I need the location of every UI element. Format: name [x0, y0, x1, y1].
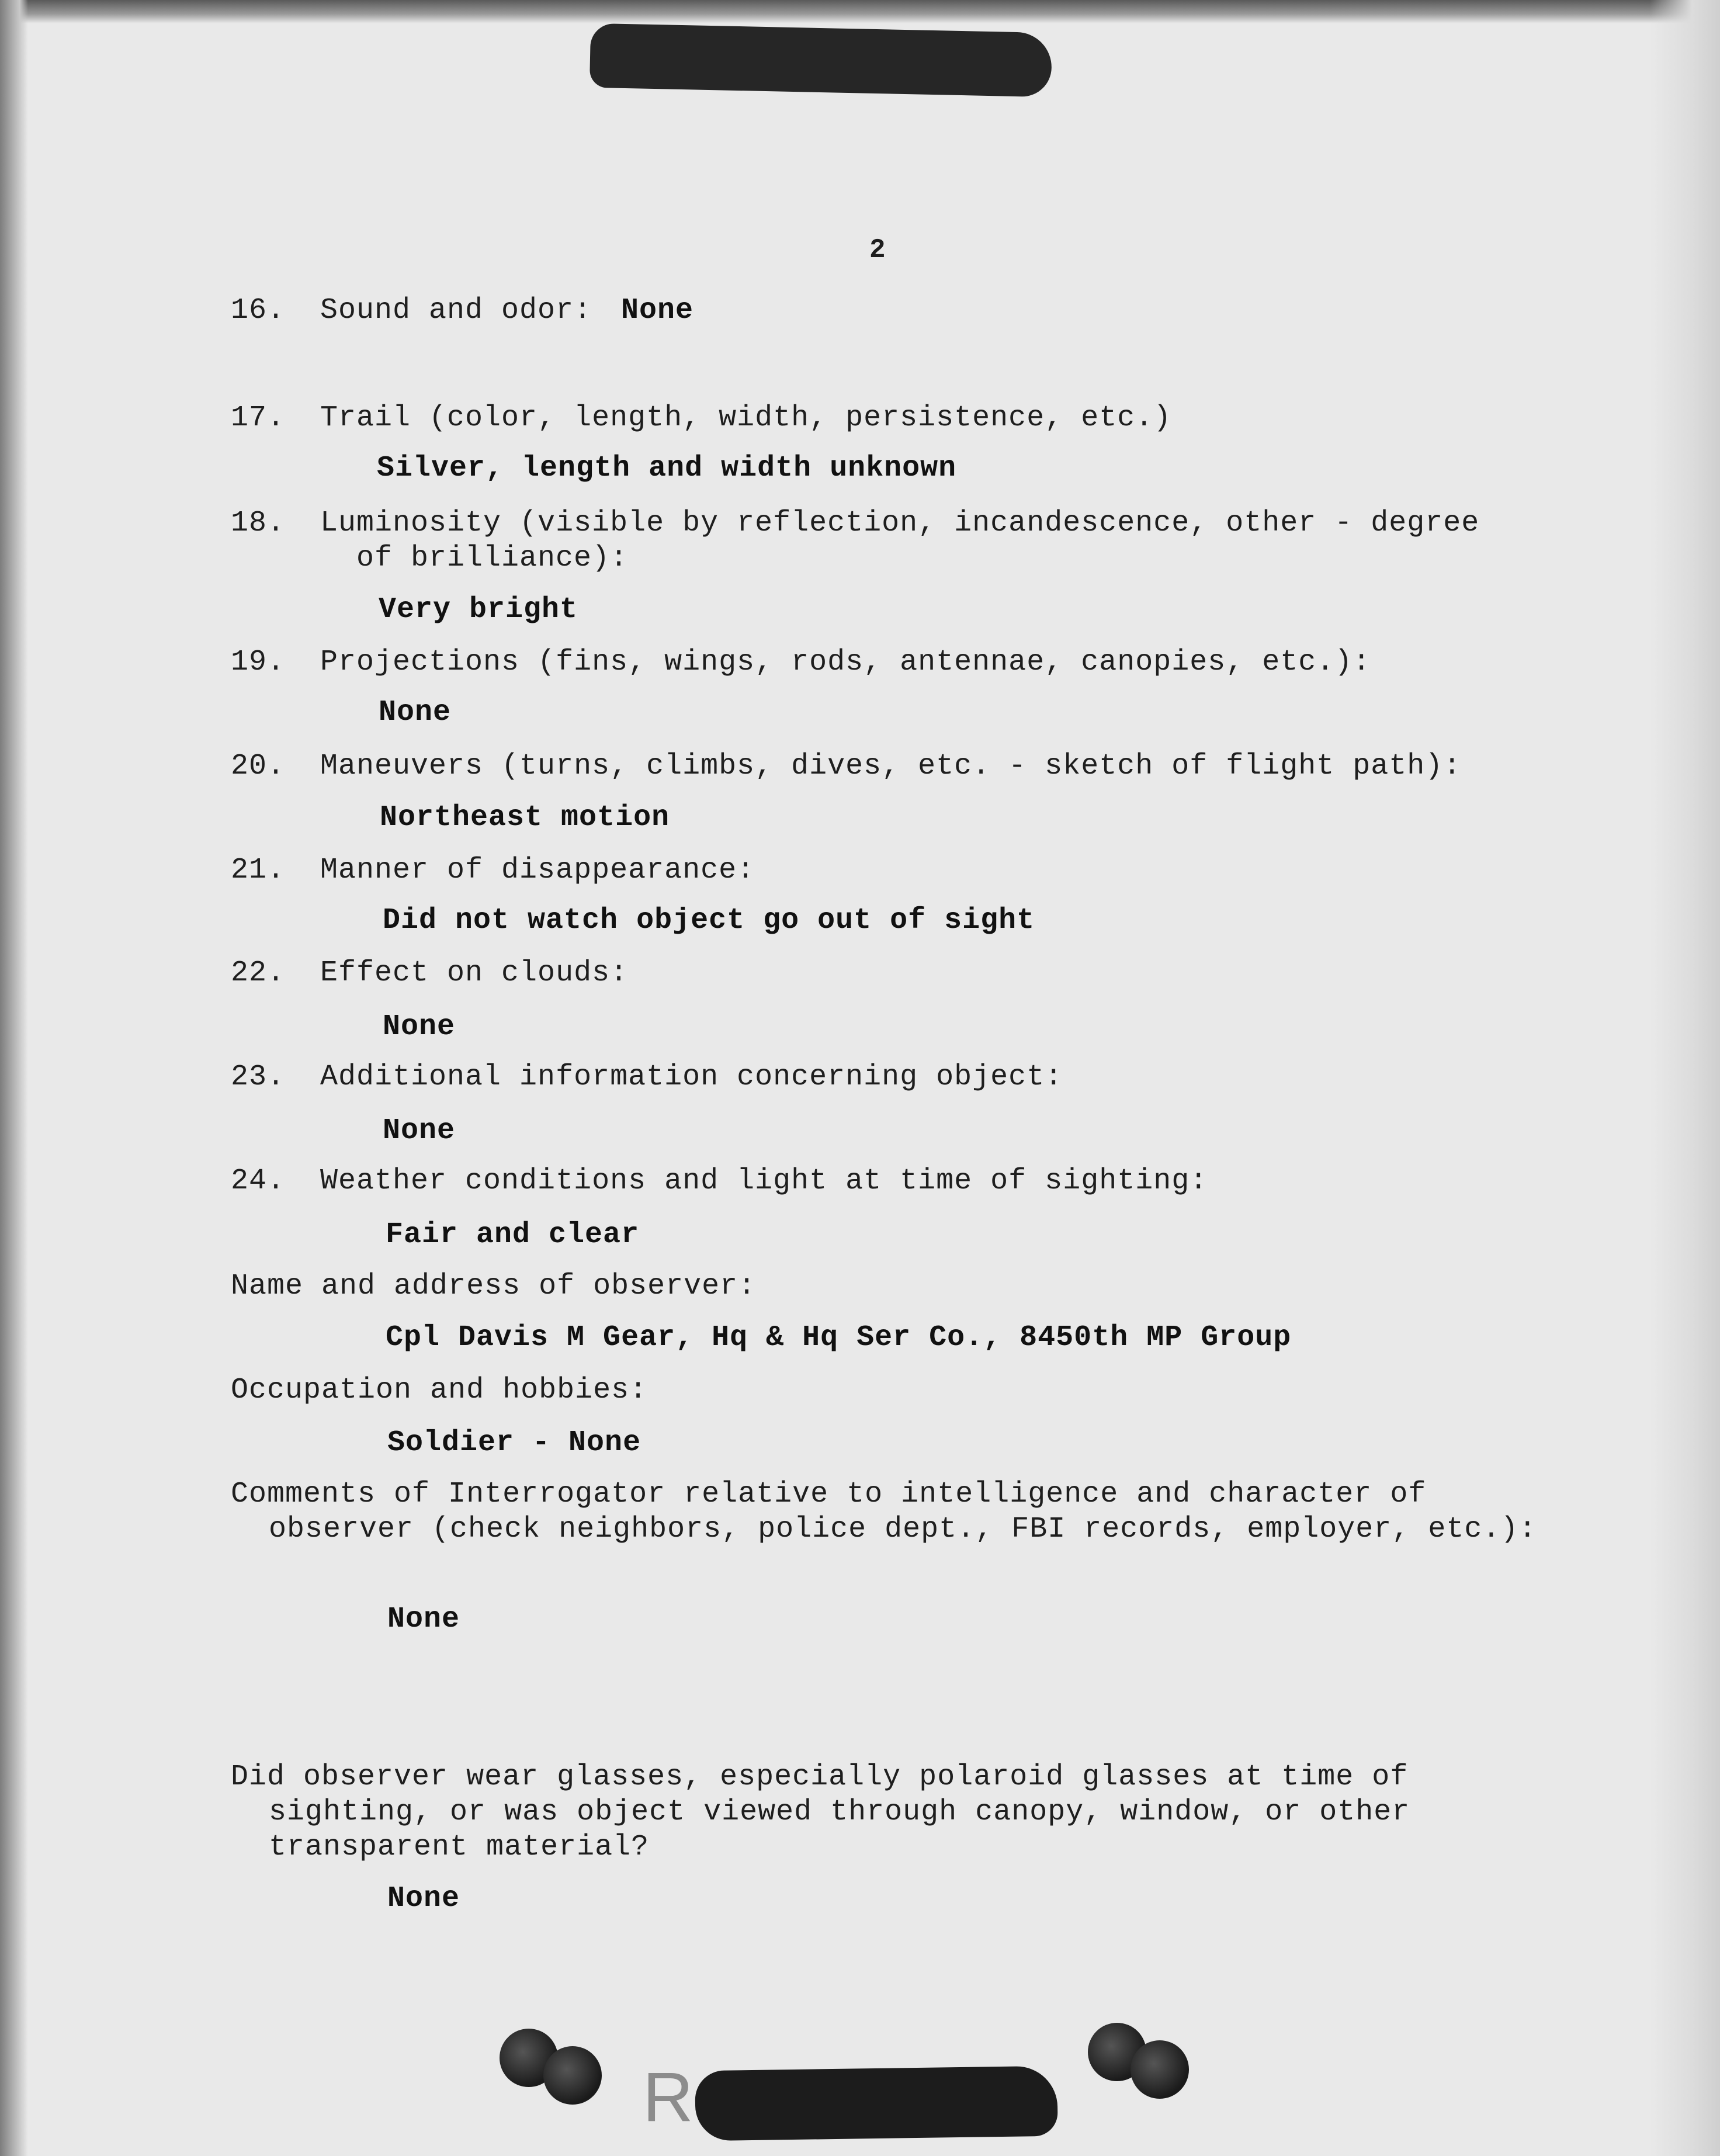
item-19-question: Projections (fins, wings, rods, antennae, canopies, etc.):: [320, 646, 1371, 679]
item-21-number: 21.: [231, 854, 286, 887]
glasses-answer: None: [387, 1882, 460, 1915]
item-16-number: 16.: [231, 294, 286, 327]
glasses-question-line1: Did observer wear glasses, especially polaroid glasses at time of: [231, 1760, 1409, 1794]
classification-bottom-initial: R: [643, 2058, 693, 2136]
item-18-question-line1: Luminosity (visible by reflection, incandescence, other - degree: [320, 507, 1480, 540]
item-24-question: Weather conditions and light at time of sighting:: [320, 1164, 1208, 1198]
item-21-question: Manner of disappearance:: [320, 854, 755, 887]
interrogator-comments-value: None: [387, 1603, 460, 1636]
item-19-answer: None: [379, 696, 452, 729]
item-22-answer: None: [383, 1010, 456, 1044]
item-24-number: 24.: [231, 1164, 286, 1198]
observer-name-label: Name and address of observer:: [231, 1270, 757, 1303]
item-20-answer: Northeast motion: [380, 801, 670, 834]
item-24-answer: Fair and clear: [386, 1218, 640, 1252]
punch-hole-left-b: [543, 2046, 602, 2105]
item-23-question: Additional information concerning object:: [320, 1060, 1063, 1094]
scanner-edge-top: [0, 0, 1720, 23]
interrogator-comments-line1: Comments of Interrogator relative to intelligence and character of: [231, 1478, 1427, 1511]
item-22-question: Effect on clouds:: [320, 956, 629, 990]
item-21-answer: Did not watch object go out of sight: [383, 904, 1035, 937]
page-number: 2: [869, 235, 886, 265]
item-16-answer: None: [621, 294, 694, 327]
item-20-number: 20.: [231, 750, 286, 783]
occupation-label: Occupation and hobbies:: [231, 1374, 648, 1407]
item-16-question: Sound and odor:: [320, 294, 592, 327]
punch-hole-right-b: [1131, 2040, 1189, 2099]
interrogator-comments-line2: observer (check neighbors, police dept., FBI records, employer, etc.):: [269, 1513, 1537, 1546]
observer-name-value: Cpl Davis M Gear, Hq & Hq Ser Co., 8450th MP Group: [386, 1321, 1292, 1354]
scanner-edge-right: [1650, 0, 1720, 2156]
item-23-answer: None: [383, 1114, 456, 1148]
item-22-number: 22.: [231, 956, 286, 990]
item-17-question: Trail (color, length, width, persistence, etc.): [320, 401, 1172, 435]
item-17-answer: Silver, length and width unknown: [377, 452, 957, 485]
glasses-question-line2: sighting, or was object viewed through canopy, window, or other: [269, 1795, 1410, 1829]
item-18-number: 18.: [231, 507, 286, 540]
glasses-question-line3: transparent material?: [269, 1831, 650, 1864]
item-18-answer: Very bright: [379, 593, 578, 626]
scanner-edge-left: [0, 0, 28, 2156]
item-18-question-line2: of brilliance):: [356, 542, 629, 575]
item-20-question: Maneuvers (turns, climbs, dives, etc. - sketch of flight path):: [320, 750, 1462, 783]
item-23-number: 23.: [231, 1060, 286, 1094]
redacted-classification-bottom: [695, 2066, 1058, 2141]
item-19-number: 19.: [231, 646, 286, 679]
item-17-number: 17.: [231, 401, 286, 435]
redacted-classification-top: [589, 23, 1052, 98]
occupation-value: Soldier - None: [387, 1426, 641, 1460]
